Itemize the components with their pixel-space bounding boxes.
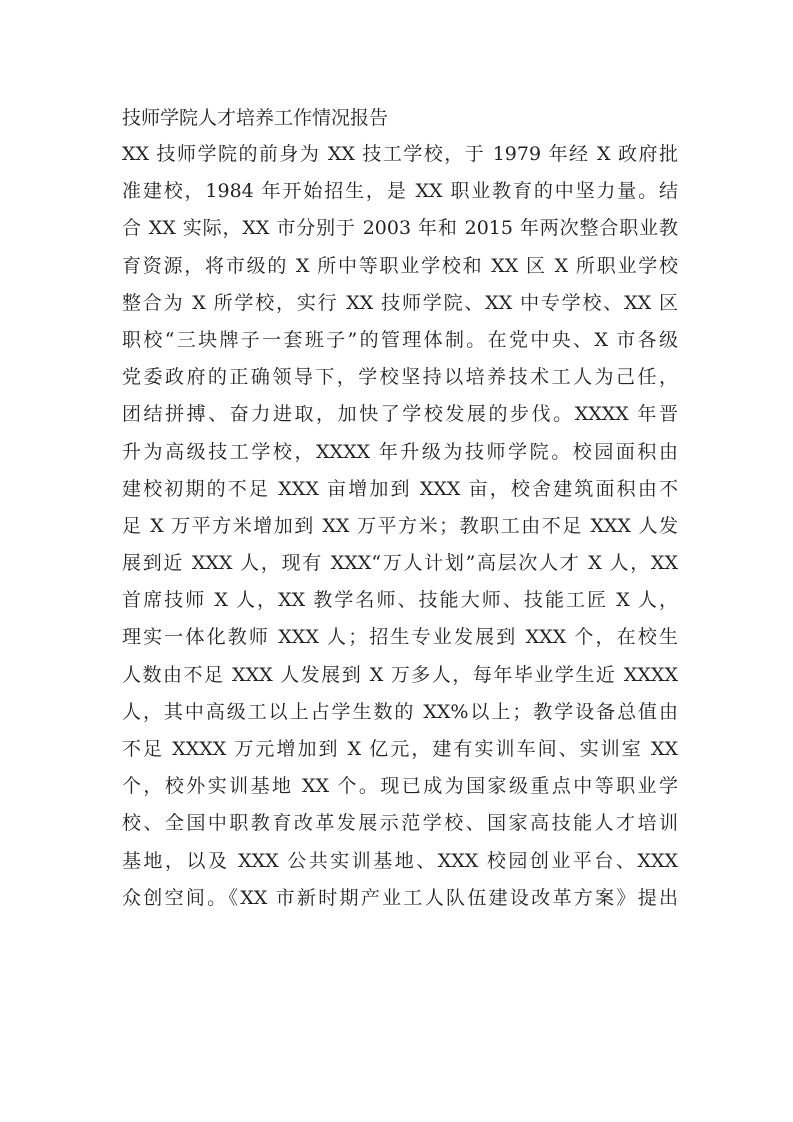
body-line: 人数由不足 XXX 人发展到 X 万多人，每年毕业学生近 XXXX bbox=[122, 663, 678, 686]
body-line: 不足 XXXX 万元增加到 X 亿元，建有实训车间、实训室 XX bbox=[122, 738, 678, 760]
body-line: 建校初期的不足 XXX 亩增加到 XXX 亩，校舍建筑面积由不 bbox=[122, 477, 678, 500]
body-line: 党委政府的正确领导下，学校坚持以培养技术工人为己任， bbox=[122, 366, 678, 389]
body-line: 整合为 X 所学校，实行 XX 技师学院、XX 中专学校、XX 区 bbox=[122, 291, 678, 314]
body-line: 育资源，将市级的 X 所中等职业学校和 XX 区 X 所职业学校 bbox=[122, 254, 678, 277]
body-line: 升为高级技工学校，XXXX 年升级为技师学院。校园面积由 bbox=[122, 440, 678, 463]
body-line: 理实一体化教师 XXX 人；招生专业发展到 XXX 个，在校生 bbox=[122, 626, 678, 649]
body-line: 基地，以及 XXX 公共实训基地、XXX 校园创业平台、XXX bbox=[122, 849, 678, 872]
body-line: 众创空间。《XX 市新时期产业工人队伍建设改革方案》提出 bbox=[122, 886, 678, 909]
body-line: 职校“三块牌子一套班子”的管理体制。在党中央、X 市各级 bbox=[122, 328, 678, 351]
body-line: XX 技师学院的前身为 XX 技工学校，于 1979 年经 X 政府批 bbox=[122, 143, 678, 165]
body-line: 准建校，1984 年开始招生，是 XX 职业教育的中坚力量。结 bbox=[122, 180, 678, 203]
body-line: 合 XX 实际，XX 市分别于 2003 年和 2015 年两次整合职业教 bbox=[122, 217, 678, 240]
document-title: 技师学院人才培养工作情况报告 bbox=[122, 107, 389, 129]
body-line: 首席技师 X 人，XX 教学名师、技能大师、技能工匠 X 人， bbox=[122, 589, 678, 612]
body-line: 团结拼搏、奋力进取，加快了学校发展的步伐。XXXX 年晋 bbox=[122, 403, 678, 426]
body-line: 人，其中高级工以上占学生数的 XX%以上；教学设备总值由 bbox=[122, 700, 678, 723]
body-line: 足 X 万平方米增加到 XX 万平方米；教职工由不足 XXX 人发 bbox=[122, 514, 678, 537]
body-line: 个，校外实训基地 XX 个。现已成为国家级重点中等职业学 bbox=[122, 775, 678, 798]
body-line: 展到近 XXX 人，现有 XXX“万人计划”高层次人才 X 人，XX bbox=[122, 552, 678, 575]
body-line: 校、全国中职教育改革发展示范学校、国家高技能人才培训 bbox=[122, 812, 678, 835]
document-body bbox=[122, 136, 678, 917]
